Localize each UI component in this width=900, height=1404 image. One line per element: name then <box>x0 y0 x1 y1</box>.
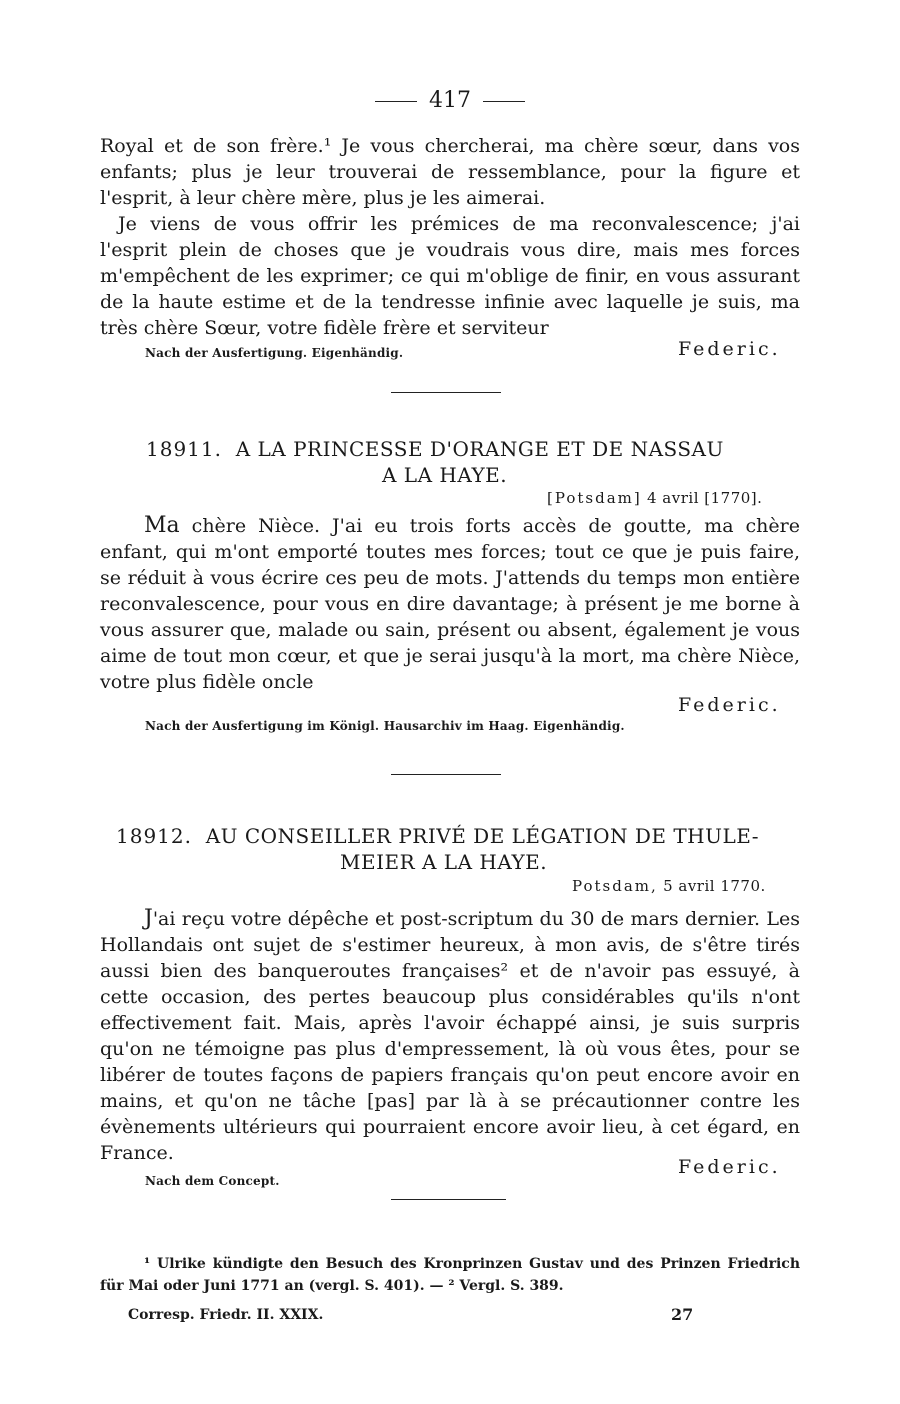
letter-title: A LA PRINCESSE D'ORANGE ET DE NASSAU <box>235 437 724 461</box>
continued-paragraph-2: Je viens de vous offrir les prémices de ma reconvalescence; j'ai l'esprit plein de choses que je voudrais vous dire, mais mes forces m'empêchent de les exprimer; ce qui m'oblige de finir, en vous assurant de la haute estime et de la tendresse infinie avec laquelle je suis, ma très chère Sœur, votre fidèle frère et serviteur <box>100 213 800 339</box>
letter-body-text: chère Nièce. J'ai eu trois forts accès de goutte, ma chère enfant, qui m'ont emporté toutes mes forces; tout ce que je puis faire, se réduit à vous écrire ces peu de mots. J'attends du temps mon entière reconvalescence, pour vous en dire davantage; à présent je me borne à vous assurer que, malade ou sain, présent ou absent, également je vous aime de tout mon cœur, et que je serai jusqu'à la mort, ma chère Nièce, votre plus fidèle oncle <box>100 515 800 693</box>
letter-title: AU CONSEILLER PRIVÉ DE LÉGATION DE THULE- <box>205 824 759 848</box>
letter-dateline <box>572 877 766 895</box>
source-note: Nach der Ausfertigung. Eigenhändig. <box>145 346 404 360</box>
letter-date: 4 avril [1770]. <box>647 489 763 507</box>
letter-title-line2: MEIER A LA HAYE. <box>340 850 548 874</box>
letter-date: 5 avril 1770. <box>663 877 766 895</box>
header-rule-right <box>483 101 525 102</box>
letter-initial: J <box>144 906 153 931</box>
letter-body <box>100 906 800 1166</box>
letter-heading <box>116 824 759 848</box>
letter-place: Potsdam, <box>572 877 658 895</box>
letter-place: [Potsdam] <box>547 489 642 507</box>
letter-number: 18912. <box>116 824 192 848</box>
footnote: ¹ Ulrike kündigte den Besuch des Kronprinzen Gustav und des Prinzen Friedrich für Mai oder Juni 1771 an (vergl. S. 401). — ² Vergl. S. 389. <box>100 1256 800 1294</box>
letter-body-text: 'ai reçu votre dépêche et post-scriptum du 30 de mars dernier. Les Hollandais ont sujet de s'estimer heureux, à mon avis, de s'être tirés aussi bien des banqueroutes françaises² et de n'avoir pas essuyé, à cette occasion, des pertes beaucoup plus considérables qu'ils n'ont effectivement fait. Mais, après l'avoir échappé ainsi, je suis surpris qu'on ne témoigne pas plus d'empressement, là où vous êtes, pour se libérer de toutes façons de papiers français qu'on peut encore avoir en mains, et qu'on ne tâche [pas] par là à se précautionner contre les évènements ultérieurs qui pourraient encore avoir lieu, à cet égard, en France. <box>100 908 800 1164</box>
letter-heading <box>146 437 724 461</box>
signature-mark: 27 <box>671 1305 694 1324</box>
footer-signature: Corresp. Friedr. II. XXIX. <box>128 1307 324 1323</box>
continued-paragraph-1: Royal et de son frère.¹ Je vous chercherai, ma chère sœur, dans vos enfants; plus je leur trouverai de ressemblance, pour la figure et l'esprit, à leur chère mère, plus je les aimerai. <box>100 135 800 209</box>
letter-body <box>100 513 800 695</box>
signature: Federic. <box>678 338 781 360</box>
letter-signature: Federic. <box>678 1156 781 1178</box>
letter-title-line2: A LA HAYE. <box>382 463 508 487</box>
separator-rule <box>391 1199 506 1200</box>
letter-initial: Ma <box>144 513 180 538</box>
separator-rule <box>391 774 501 775</box>
separator-rule <box>391 392 501 393</box>
letter-dateline <box>547 489 762 507</box>
page-header <box>0 88 900 113</box>
letter-source-note: Nach dem Concept. <box>145 1174 280 1188</box>
letter-signature: Federic. <box>678 694 781 716</box>
letter-source-note: Nach der Ausfertigung im Königl. Hausarchiv im Haag. Eigenhändig. <box>145 719 625 733</box>
page-number: 417 <box>429 88 471 113</box>
header-rule-left <box>375 101 417 102</box>
letter-number: 18911. <box>146 437 222 461</box>
